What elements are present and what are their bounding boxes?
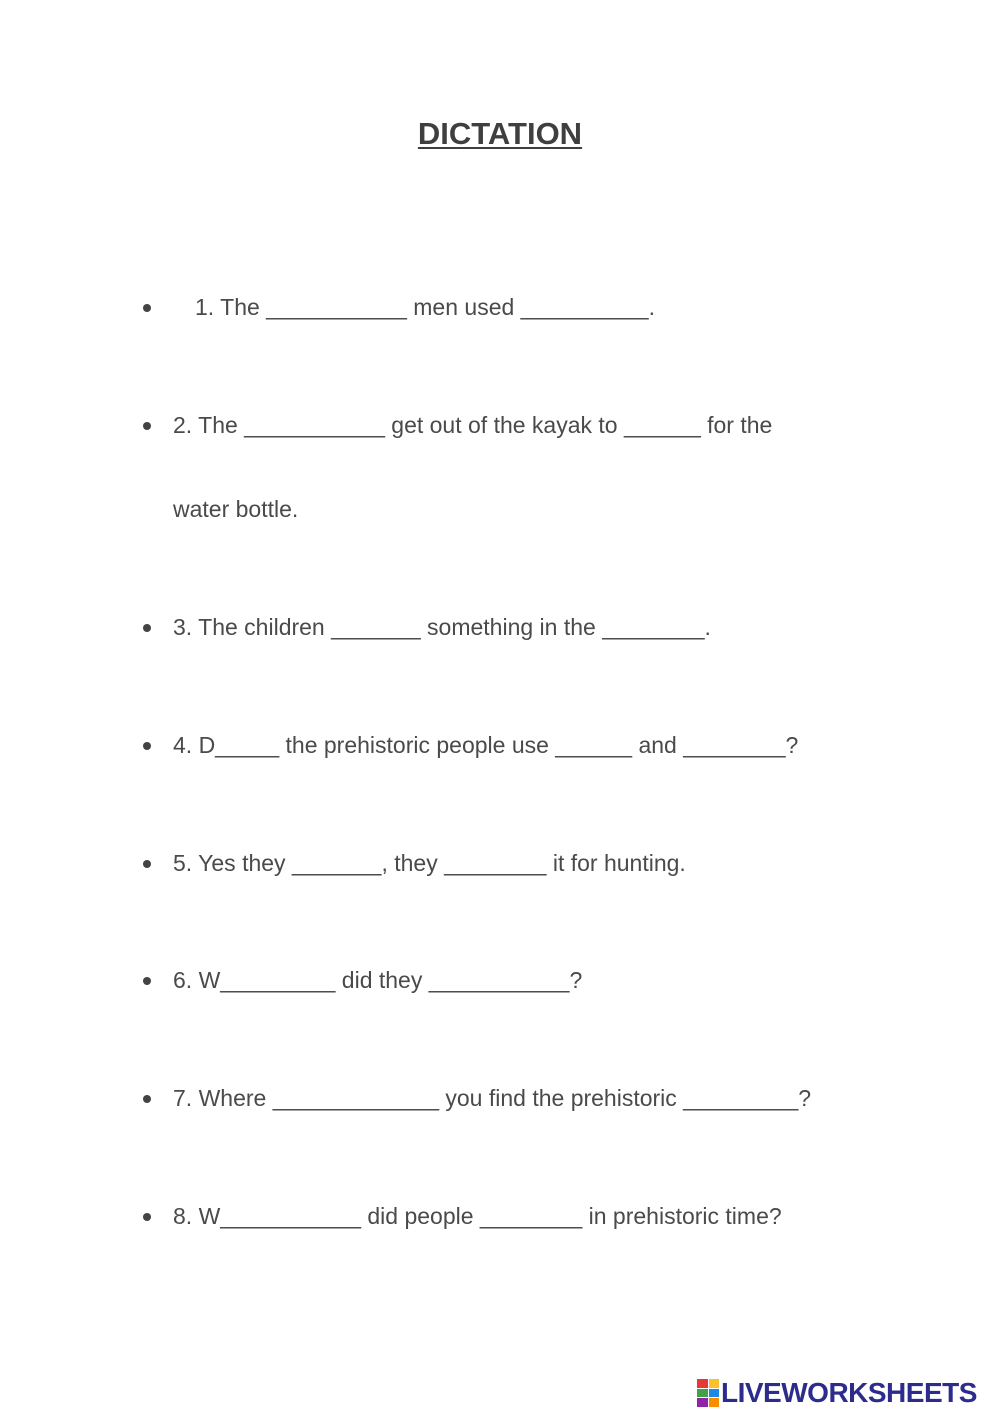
dictation-item-6: 6. W_________ did they ___________? [173, 967, 583, 993]
dictation-item-2: 2. The ___________ get out of the kayak to ______ for the [173, 412, 773, 438]
logo-square-3 [697, 1389, 708, 1398]
page-title: DICTATION [417, 116, 583, 151]
bullet-6 [143, 977, 151, 985]
dictation-item-4: 4. D_____ the prehistoric people use ______ and ________? [173, 732, 799, 758]
dictation-item-2-continuation: water bottle. [173, 496, 299, 522]
logo-mark-icon [697, 1379, 719, 1407]
dictation-item-8: 8. W___________ did people ________ in prehistoric time? [173, 1203, 782, 1229]
bullet-7 [143, 1095, 151, 1103]
dictation-item-5: 5. Yes they _______, they ________ it for hunting. [173, 850, 686, 876]
logo-square-5 [697, 1398, 708, 1407]
bullet-4 [143, 742, 151, 750]
logo-square-6 [709, 1398, 720, 1407]
logo-text: LIVEWORKSHEETS [721, 1377, 977, 1408]
dictation-item-1: 1. The ___________ men used __________. [195, 294, 655, 320]
bullet-2 [143, 422, 151, 430]
bullet-3 [143, 624, 151, 632]
logo-square-4 [709, 1389, 720, 1398]
logo-square-1 [697, 1379, 708, 1388]
bullet-1 [143, 304, 151, 312]
logo-square-2 [709, 1379, 720, 1388]
bullet-5 [143, 860, 151, 868]
dictation-item-3: 3. The children _______ something in the ________. [173, 614, 711, 640]
liveworksheets-logo [697, 1376, 977, 1410]
bullet-8 [143, 1213, 151, 1221]
dictation-item-7: 7. Where _____________ you find the prehistoric _________? [173, 1085, 812, 1111]
